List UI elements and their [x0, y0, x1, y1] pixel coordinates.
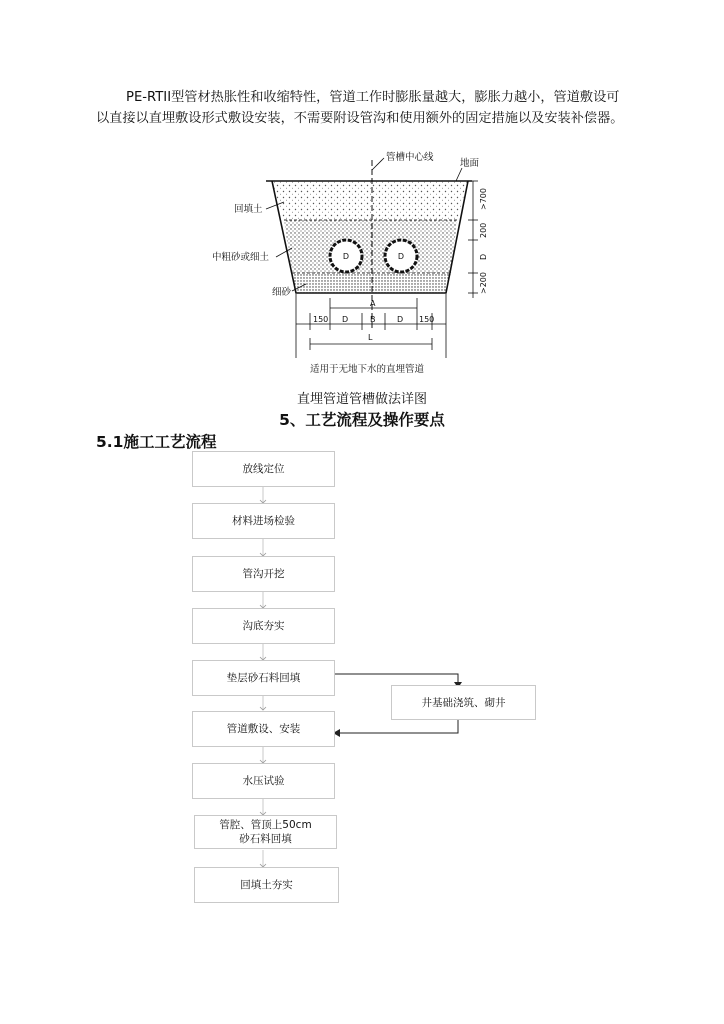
dim-b: B	[370, 315, 376, 324]
fine-sand-label: 细砂	[272, 287, 292, 298]
dim-l: L	[368, 333, 373, 342]
backfill-label: 回填土	[234, 204, 263, 215]
dim-150-left: 150	[313, 315, 329, 324]
dim-d-vertical: D	[479, 253, 488, 260]
dim-200-upper: 200	[479, 222, 488, 238]
flow-side-step: 井基础浇筑、砌井	[391, 685, 536, 720]
dim-gt700: >700	[479, 188, 488, 210]
flow-step-5: 垫层砂石料回填	[192, 660, 335, 696]
section-title: 5、工艺流程及操作要点	[279, 411, 445, 429]
ground-label: 地面	[460, 158, 480, 169]
diagram-caption: 直埋管道管槽做法详图	[296, 392, 427, 407]
pipe-label-right: D	[397, 252, 405, 261]
flow-step-4: 沟底夯实	[192, 608, 335, 644]
flow-step-3: 管沟开挖	[192, 556, 335, 592]
dim-gt200: >200	[479, 272, 488, 294]
dim-150-right: 150	[419, 315, 435, 324]
flow-step-7: 水压试验	[192, 763, 335, 799]
medium-sand-label: 中粗砂或细土	[212, 252, 270, 263]
center-line-label: 管槽中心线	[386, 152, 434, 163]
flow-step-8: 管腔、管顶上50cm砂石料回填	[194, 815, 337, 849]
flow-step-1: 放线定位	[192, 451, 335, 487]
intro-paragraph-text: PE-RTII型管材热胀性和收缩特性，管道工作时膨胀量越大，膨胀力越小，管道敷设可以直接以直埋敷设形式敷设安装，不需要附设管沟和使用额外的固定措施以及安装补偿器。	[96, 90, 624, 126]
subsection-title: 5.1施工工艺流程	[96, 433, 217, 451]
pipe-label-left: D	[342, 252, 350, 261]
flow-step-9: 回填土夯实	[194, 867, 339, 903]
flow-step-6: 管道敷设、安装	[192, 711, 335, 747]
dim-d-left: D	[342, 315, 349, 324]
flow-step-2: 材料进场检验	[192, 503, 335, 539]
dim-a: A	[370, 299, 376, 308]
diagram-note: 适用于无地下水的直埋管道	[310, 364, 425, 375]
dim-d-right: D	[397, 315, 404, 324]
